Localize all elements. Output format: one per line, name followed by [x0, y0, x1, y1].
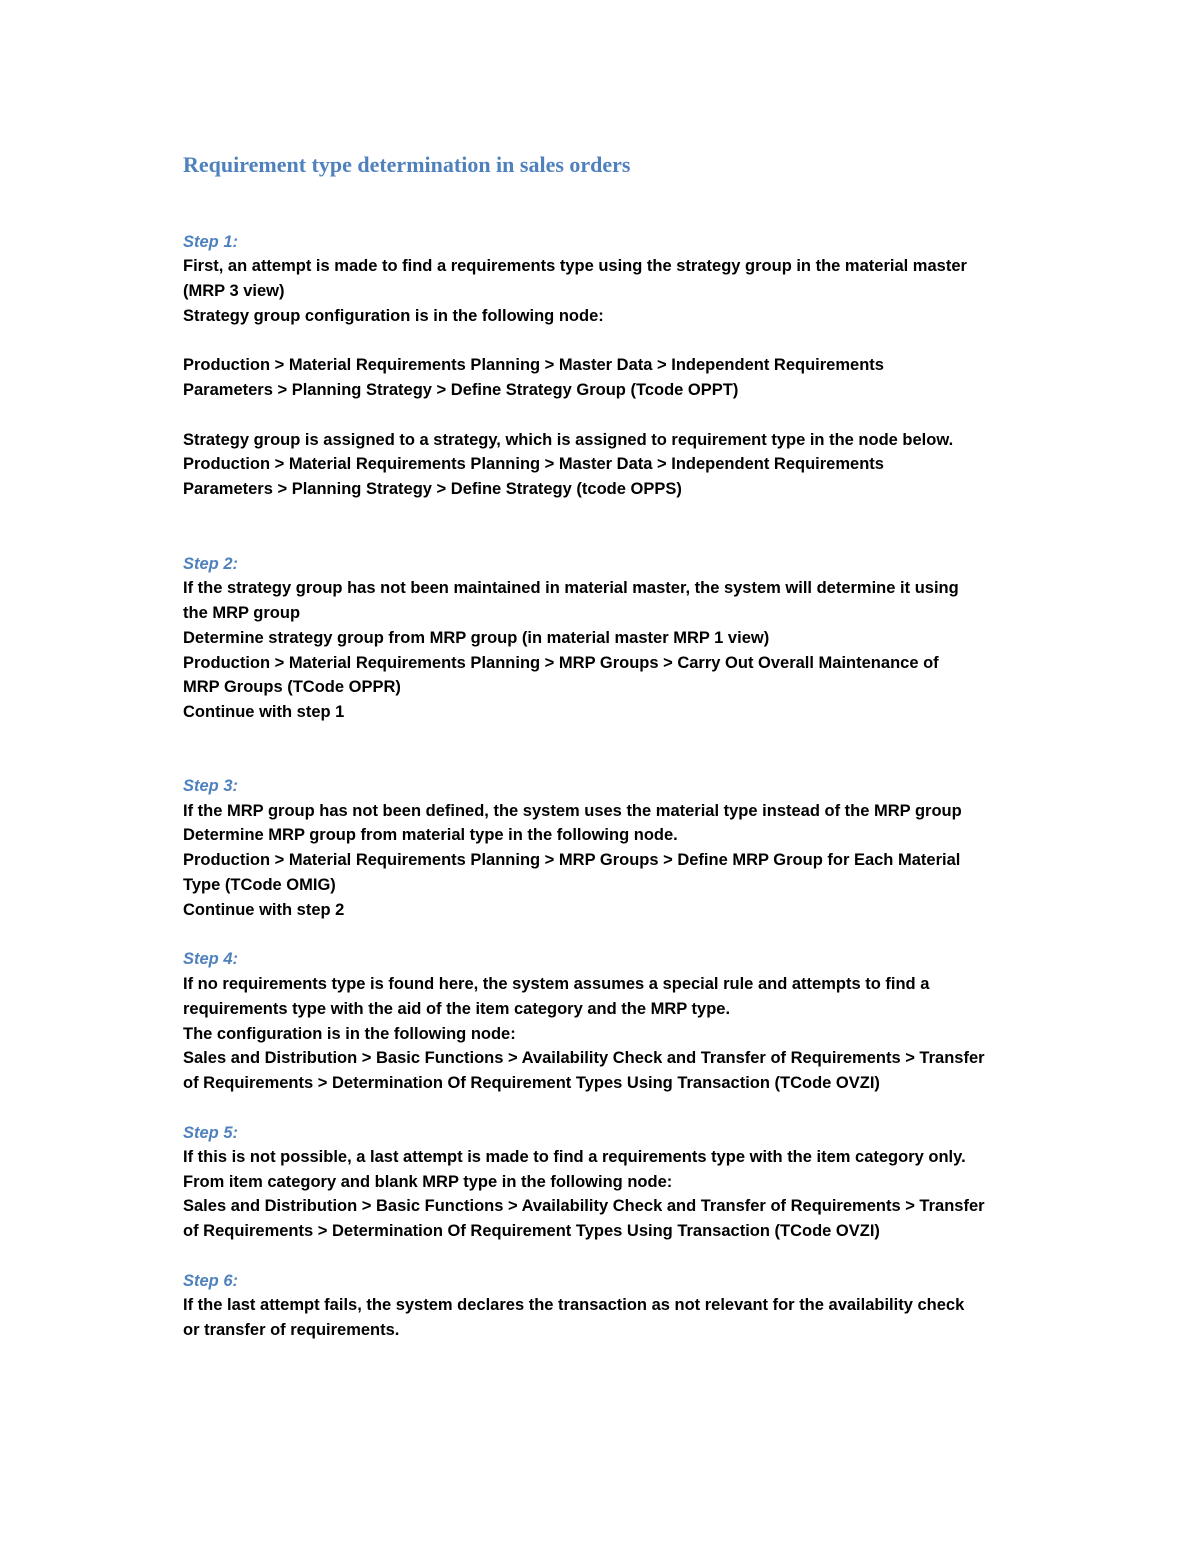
- step-4-line-3: The configuration is in the following node:: [183, 1025, 516, 1043]
- step-1-heading: Step 1:: [183, 233, 239, 251]
- step-5-line-4: of Requirements > Determination Of Requirement Types Using Transaction (TCode OVZI): [183, 1222, 880, 1240]
- step-3-line-5: Continue with step 2: [183, 901, 345, 919]
- step-3-line-2: Determine MRP group from material type in the following node.: [183, 826, 678, 844]
- step-3-line-4: Type (TCode OMIG): [183, 876, 336, 894]
- step-4-line-2: requirements type with the aid of the item category and the MRP type.: [183, 1000, 731, 1018]
- step-2-line-1: If the strategy group has not been maintained in material master, the system will determine it using: [183, 579, 959, 597]
- step-4-heading: Step 4:: [183, 950, 239, 968]
- step-1-line-5: Parameters > Planning Strategy > Define Strategy Group (Tcode OPPT): [183, 381, 739, 399]
- step-5-heading: Step 5:: [183, 1124, 239, 1142]
- step-2-heading: Step 2:: [183, 555, 239, 573]
- step-2-line-6: Continue with step 1: [183, 703, 345, 721]
- step-5-line-3: Sales and Distribution > Basic Functions > Availability Check and Transfer of Requirements > Transfer: [183, 1197, 985, 1215]
- step-6-heading: Step 6:: [183, 1272, 239, 1290]
- step-1-line-4: Production > Material Requirements Planning > Master Data > Independent Requirements: [183, 356, 884, 374]
- step-3-heading: Step 3:: [183, 777, 239, 795]
- step-1-line-2: (MRP 3 view): [183, 282, 285, 300]
- step-1-line-8: Parameters > Planning Strategy > Define Strategy (tcode OPPS): [183, 480, 682, 498]
- step-1-line-6: Strategy group is assigned to a strategy, which is assigned to requirement type in the node below.: [183, 431, 954, 449]
- step-2-line-3: Determine strategy group from MRP group (in material master MRP 1 view): [183, 629, 770, 647]
- step-5-line-1: If this is not possible, a last attempt is made to find a requirements type with the item category only.: [183, 1148, 966, 1166]
- step-6-line-2: or transfer of requirements.: [183, 1321, 400, 1339]
- step-4-line-1: If no requirements type is found here, the system assumes a special rule and attempts to find a: [183, 975, 930, 993]
- step-4-line-4: Sales and Distribution > Basic Functions > Availability Check and Transfer of Requirements > Transfer: [183, 1049, 985, 1067]
- step-3-line-3: Production > Material Requirements Planning > MRP Groups > Define MRP Group for Each Material: [183, 851, 961, 869]
- step-4-line-5: of Requirements > Determination Of Requirement Types Using Transaction (TCode OVZI): [183, 1074, 880, 1092]
- step-2-line-2: the MRP group: [183, 604, 301, 622]
- step-1-line-1: First, an attempt is made to find a requirements type using the strategy group in the material master: [183, 257, 967, 275]
- step-1-line-3: Strategy group configuration is in the following node:: [183, 307, 604, 325]
- step-2-line-5: MRP Groups (TCode OPPR): [183, 678, 401, 696]
- step-5-line-2: From item category and blank MRP type in the following node:: [183, 1173, 673, 1191]
- step-6-line-1: If the last attempt fails, the system declares the transaction as not relevant for the availability check: [183, 1296, 965, 1314]
- step-3-line-1: If the MRP group has not been defined, the system uses the material type instead of the MRP group: [183, 802, 962, 820]
- document-title: Requirement type determination in sales orders: [183, 152, 631, 177]
- step-1-line-7: Production > Material Requirements Planning > Master Data > Independent Requirements: [183, 455, 884, 473]
- step-2-line-4: Production > Material Requirements Planning > MRP Groups > Carry Out Overall Maintenance of: [183, 654, 939, 672]
